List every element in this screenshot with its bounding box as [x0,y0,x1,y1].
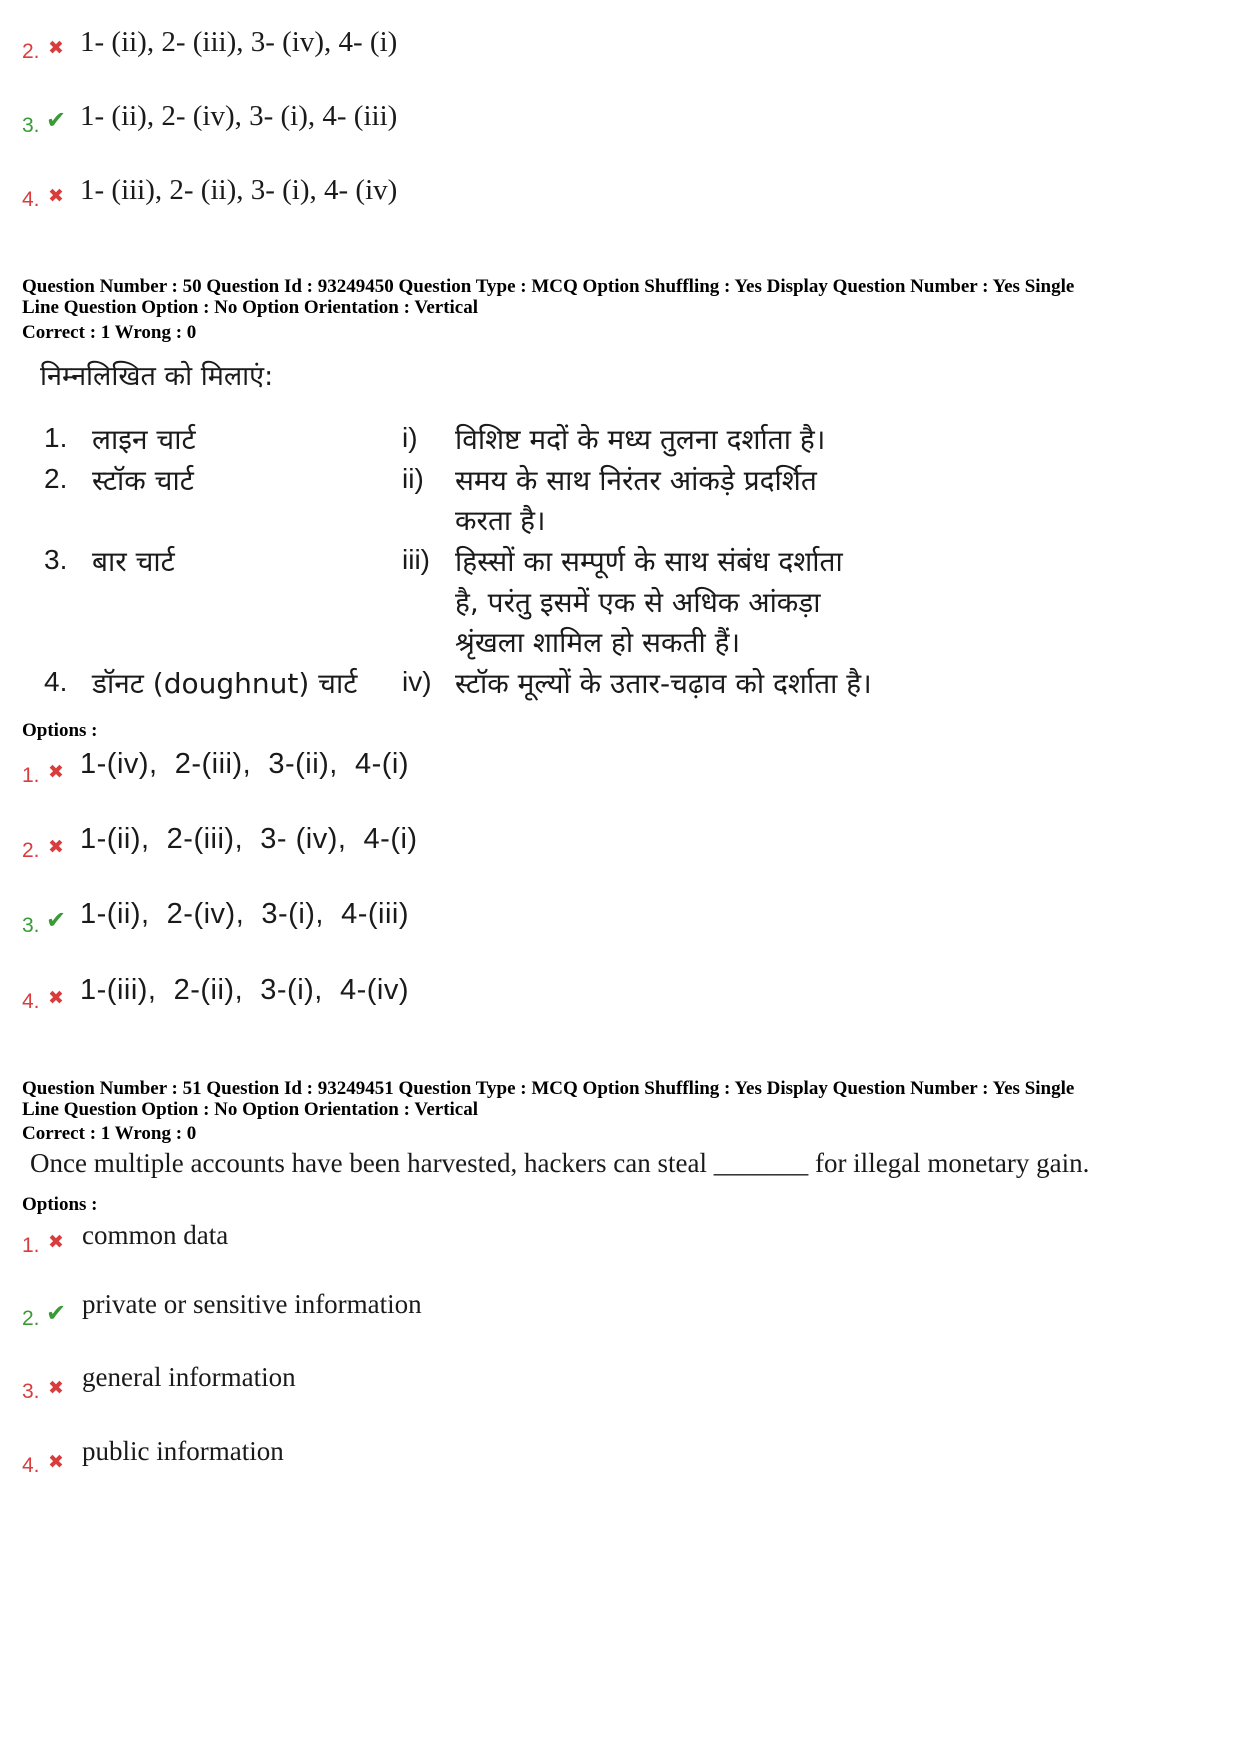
match-left-text: लाइन चार्ट [92,423,196,456]
wrong-icon: ✖ [48,185,64,207]
match-right-number: iii) [402,544,430,575]
match-left-text: डॉनट (doughnut) चार्ट [92,667,358,700]
option-number: 2. [22,40,40,63]
option-number: 4. [22,990,40,1013]
option-number: 1. [22,764,40,787]
check-icon: ✔ [46,906,67,934]
wrong-icon: ✖ [48,987,64,1009]
option-number: 3. [22,1380,40,1403]
match-right-text: हिस्सों का सम्पूर्ण के साथ संबंध दर्शाता [455,545,843,578]
match-left-number: 3. [44,544,68,575]
match-right-text: स्टॉक मूल्यों के उतार-चढ़ाव को दर्शाता है। [455,667,872,700]
check-icon: ✔ [46,106,67,134]
option-text: 1-(iii), 2-(ii), 3-(i), 4-(iv) [80,974,410,1006]
match-right-number: i) [402,422,418,453]
match-right-text: करता है। [455,504,546,537]
prompt-blank: _______ [713,1148,809,1178]
question-meta-line: Question Number : 51 Question Id : 93249451 Question Type : MCQ Option Shuffling : Yes Display Question Number : Yes Single [22,1078,1075,1099]
match-left-number: 2. [44,463,68,494]
match-left-text: स्टॉक चार्ट [92,464,194,497]
option-text: 1- (iii), 2- (ii), 3- (i), 4- (iv) [80,174,398,206]
option-number: 2. [22,839,40,862]
question-meta-line: Line Question Option : No Option Orientation : Vertical [22,1099,479,1120]
option-number: 4. [22,188,40,211]
match-right-number: iv) [402,666,432,697]
match-right-text: श्रृंखला शामिल हो सकती हैं। [455,626,741,659]
option-number: 3. [22,114,40,137]
wrong-icon: ✖ [48,1231,64,1253]
option-text: private or sensitive information [82,1289,422,1319]
option-text: 1-(iv), 2-(iii), 3-(ii), 4-(i) [80,748,410,780]
match-right-number: ii) [402,463,424,494]
option-text: general information [82,1362,296,1392]
match-right-text: विशिष्ट मदों के मध्य तुलना दर्शाता है। [455,423,826,456]
question-prompt: निम्नलिखित को मिलाएं: [40,361,274,392]
option-number: 3. [22,914,40,937]
wrong-icon: ✖ [48,761,64,783]
option-text: 1- (ii), 2- (iii), 3- (iv), 4- (i) [80,26,398,58]
prompt-text: Once multiple accounts have been harvested, hackers can steal [30,1148,707,1178]
option-number: 4. [22,1454,40,1477]
option-text: 1-(ii), 2-(iii), 3- (iv), 4-(i) [80,823,418,855]
question-meta [22,276,1074,318]
question-meta-line: Question Number : 50 Question Id : 93249450 Question Type : MCQ Option Shuffling : Yes Display Question Number : Yes Single [22,276,1075,297]
options-label: Options : [22,1194,98,1215]
option-text: 1- (ii), 2- (iv), 3- (i), 4- (iii) [80,100,398,132]
score-line: Correct : 1 Wrong : 0 [22,322,197,343]
match-left-number: 4. [44,666,68,697]
wrong-icon: ✖ [48,1451,64,1473]
options-label: Options : [22,720,98,741]
wrong-icon: ✖ [48,1377,64,1399]
match-left-number: 1. [44,422,68,453]
prompt-text: for illegal monetary gain. [814,1148,1090,1178]
option-text: common data [82,1220,229,1250]
wrong-icon: ✖ [48,37,64,59]
option-number: 2. [22,1307,40,1330]
check-icon: ✔ [46,1299,67,1327]
option-text: 1-(ii), 2-(iv), 3-(i), 4-(iii) [80,898,410,930]
question-meta [22,1078,1074,1120]
option-text: public information [82,1436,284,1466]
wrong-icon: ✖ [48,836,64,858]
match-right-text: है, परंतु इसमें एक से अधिक आंकड़ा [455,586,821,619]
question-prompt [30,1148,1089,1179]
option-number: 1. [22,1234,40,1257]
score-line: Correct : 1 Wrong : 0 [22,1123,197,1144]
match-right-text: समय के साथ निरंतर आंकड़े प्रदर्शित [455,464,817,497]
match-left-text: बार चार्ट [92,545,175,578]
question-meta-line: Line Question Option : No Option Orientation : Vertical [22,297,479,318]
